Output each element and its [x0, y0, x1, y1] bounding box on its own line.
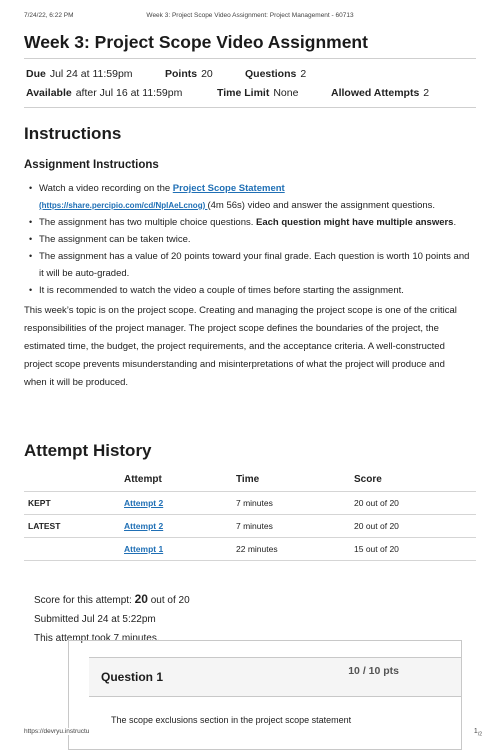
instructions-heading: Instructions	[24, 124, 122, 143]
attempt-link[interactable]: Attempt 2	[124, 497, 164, 508]
instruction-item: • Watch a video recording on the Project Scope Statement (https://share.percipio.com/cd/NplAeLcnog) (4m 56s) video and answer the assignment questions.	[24, 180, 476, 214]
row-label: KEPT	[24, 491, 124, 514]
attempt-link[interactable]: Attempt 1	[124, 543, 164, 554]
page-number: $1_{/2}$	[473, 728, 482, 738]
assignment-details	[24, 58, 476, 108]
attempt-score-value: 20	[134, 592, 148, 606]
allowed-attempts: Allowed Attempts 2	[331, 87, 430, 99]
attempt-score: 20 out of 20	[354, 514, 476, 537]
column-header: Score	[354, 469, 476, 491]
instruction-item: • It is recommended to watch the video a couple of times before starting the assignment.	[24, 282, 476, 299]
time-limit: Time Limit None	[217, 87, 299, 99]
print-header	[24, 12, 476, 24]
attempt-link[interactable]: Attempt 2	[124, 520, 164, 531]
instruction-item: • The assignment has a value of 20 points toward your final grade. Each question is worth 10 points and it will be auto-graded.	[24, 248, 476, 282]
attempt-score: 20 out of 20	[354, 491, 476, 514]
question-card	[68, 640, 462, 750]
attempt-score: 15 out of 20	[354, 537, 476, 560]
attempt-time: 22 minutes	[236, 537, 354, 560]
attempt-history-table	[24, 469, 476, 561]
footer-url: https://devryu.instructu	[24, 728, 90, 735]
table-row	[24, 537, 476, 560]
row-label	[24, 537, 124, 560]
due-date: Due Jul 24 at 11:59pm	[26, 68, 133, 80]
question-header	[89, 657, 461, 697]
attempt-history-heading: Attempt History	[24, 441, 152, 460]
questions-count: Questions 2	[245, 68, 307, 80]
assignment-instructions-heading: Assignment Instructions	[24, 159, 159, 171]
question-points: 10 / 10 pts	[348, 665, 399, 677]
attempt-time: 7 minutes	[236, 514, 354, 537]
video-url-link[interactable]: (https://share.percipio.com/cd/NplAeLcnog)	[39, 201, 208, 210]
print-title: Week 3: Project Scope Video Assignment: Project Management - 60713	[146, 12, 354, 19]
attempt-time: 7 minutes	[236, 491, 354, 514]
table-header-row	[24, 469, 476, 491]
print-date: 7/24/22, 6:22 PM	[24, 12, 74, 19]
score-summary: Score for this attempt: 20 out of 20 Submitted Jul 24 at 5:22pm This attempt took 7 minutes.	[34, 592, 190, 644]
column-header: Attempt	[124, 469, 236, 491]
instruction-item: • The assignment has two multiple choice questions. Each question might have multiple answers.	[24, 214, 476, 231]
question-text: The scope exclusions section in the project scope statement	[111, 715, 352, 725]
row-label: LATEST	[24, 514, 124, 537]
column-header: Time	[236, 469, 354, 491]
table-row	[24, 514, 476, 537]
video-link[interactable]: Project Scope Statement	[172, 183, 285, 194]
instruction-item: • The assignment can be taken twice.	[24, 231, 476, 248]
question-title: Question 1	[101, 670, 164, 684]
page-title: Week 3: Project Scope Video Assignment	[24, 32, 368, 52]
points: Points 20	[165, 68, 213, 80]
available-date: Available after Jul 16 at 11:59pm	[26, 87, 183, 99]
topic-paragraph: This week’s topic is on the project scope. Creating and managing the project scope is one of the critical responsibilities of the project manager. The project scope defines the boundaries of the project, the estimated time, the budget, the project requirements, and the acceptance criteria. A well-constructed project scope prevents misunderstanding and misinterpretations of what the project will produce and when it will be produced.	[24, 305, 457, 388]
column-header	[24, 469, 124, 491]
instructions-list	[24, 180, 476, 299]
table-row	[24, 491, 476, 514]
